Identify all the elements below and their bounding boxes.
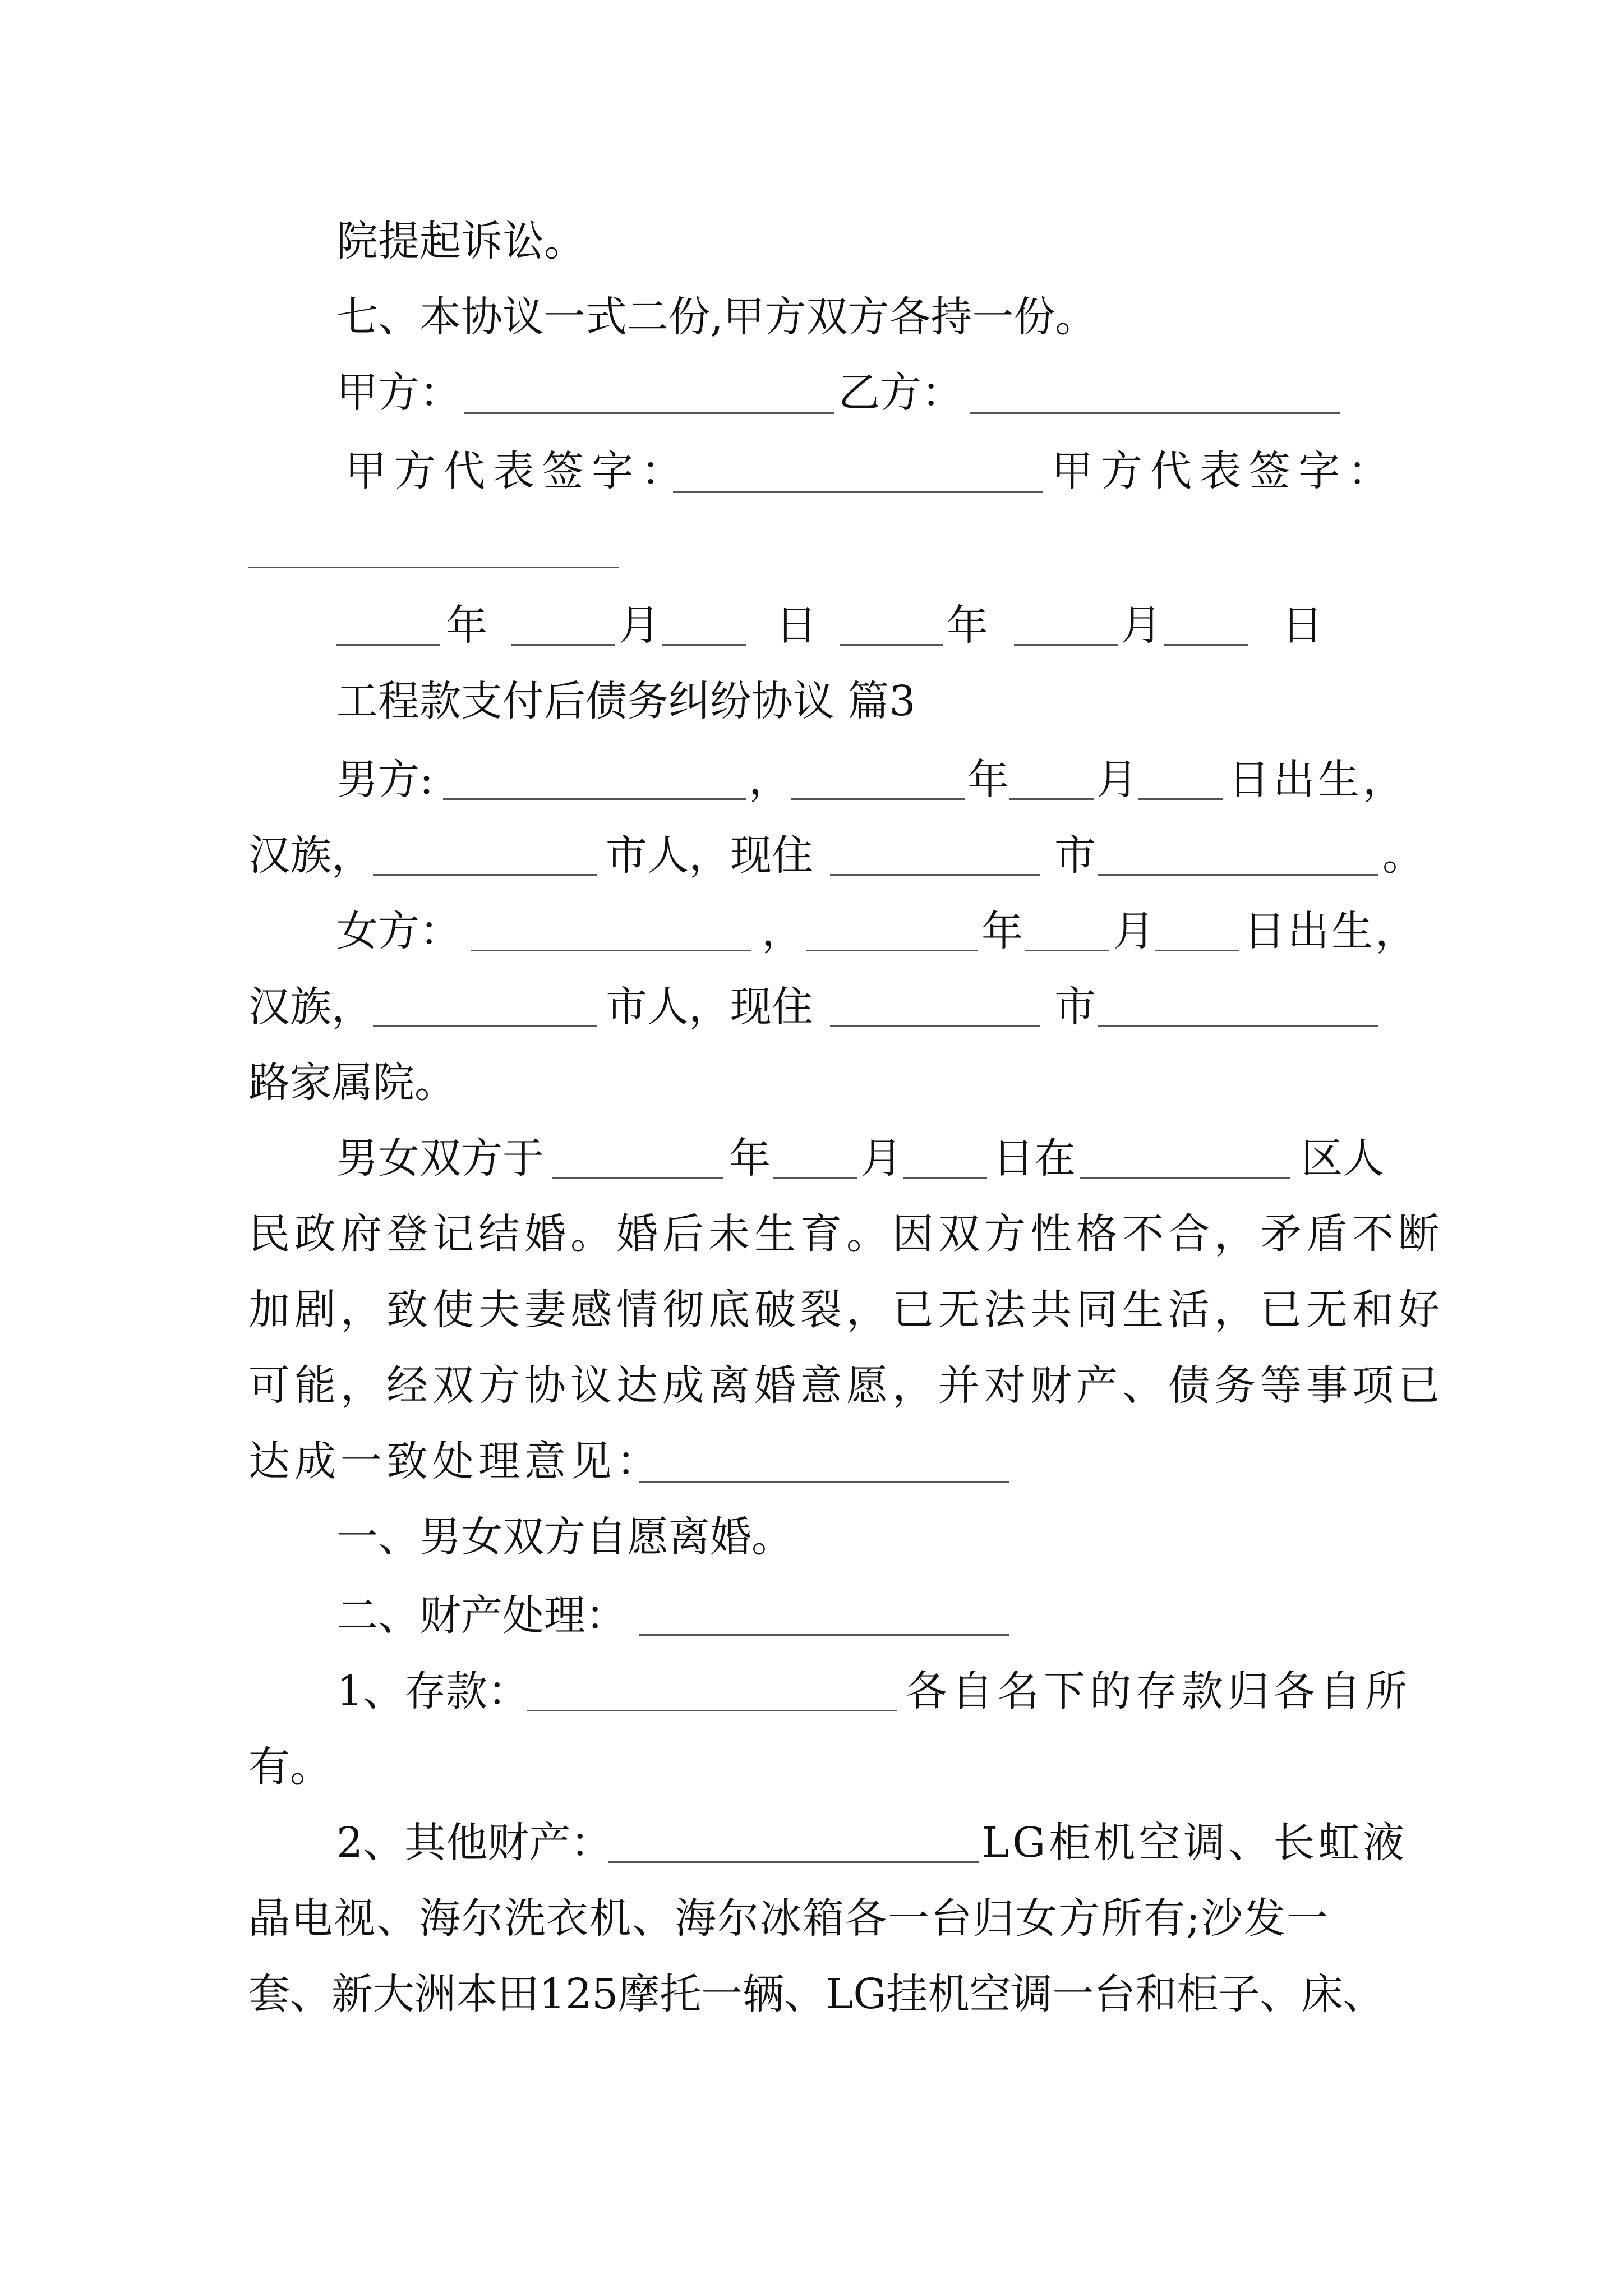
- text-fragment: 月: [861, 1134, 902, 1182]
- female-residence-city-blank[interactable]: [830, 1025, 1040, 1027]
- text-fragment: 月: [1113, 907, 1155, 955]
- text-fragment: 2、其他财产：: [336, 1819, 612, 1867]
- text-fragment: 。: [1382, 831, 1424, 880]
- deposit-blank[interactable]: [527, 1710, 897, 1711]
- date-month-b: 月: [1121, 601, 1162, 650]
- text-fragment: 年: [729, 1134, 771, 1182]
- text-fragment: 日出生，: [1228, 756, 1408, 804]
- text-line: 路家属院。: [248, 1059, 456, 1107]
- date-day-b: 日: [1281, 601, 1323, 650]
- text-line: 晶电视、海尔洗衣机、海尔冰箱各一台归女方所有;沙发一: [248, 1894, 1329, 1943]
- text-fragment: ，: [762, 907, 803, 955]
- text-fragment: 汉族，: [248, 983, 373, 1031]
- marriage-month-blank[interactable]: [773, 1177, 857, 1179]
- female-city-blank[interactable]: [373, 1025, 597, 1027]
- other-property-blank[interactable]: [608, 1861, 979, 1863]
- male-day-blank[interactable]: [1138, 798, 1223, 800]
- date-blank-day-b[interactable]: [1164, 644, 1248, 646]
- party-b-label: 乙方：: [838, 369, 963, 417]
- male-name-blank[interactable]: [443, 798, 746, 800]
- date-month-a: 月: [619, 601, 660, 650]
- date-year-b: 年: [947, 601, 988, 650]
- text-line: 有。: [248, 1743, 331, 1791]
- text-fragment: 市人，现住: [606, 831, 813, 880]
- text-fragment: 年: [967, 756, 1009, 804]
- male-city-blank[interactable]: [373, 874, 597, 876]
- female-month-blank[interactable]: [1025, 950, 1109, 951]
- rep-sign-label-b: 甲方代表签字：: [1052, 447, 1397, 495]
- text-line: 一、男女双方自愿离婚。: [336, 1513, 793, 1561]
- party-a-label: 甲方：: [336, 369, 461, 417]
- text-fragment: 市: [1054, 831, 1096, 880]
- male-year-blank[interactable]: [791, 798, 965, 800]
- text-fragment: 达成一致处理意见：: [248, 1437, 662, 1485]
- female-label: 女方：: [336, 907, 461, 955]
- date-blank-month-b[interactable]: [1014, 644, 1118, 646]
- text-line: 可能，经双方协议达成离婚意愿，并对财产、债务等事项已: [248, 1361, 1444, 1410]
- marriage-district-blank[interactable]: [1080, 1177, 1290, 1179]
- text-line: 民政府登记结婚。婚后未生育。因双方性格不合，矛盾不断: [248, 1210, 1444, 1258]
- text-fragment: 汉族，: [248, 831, 373, 880]
- date-year-a: 年: [446, 601, 487, 650]
- party-b-blank[interactable]: [970, 412, 1340, 414]
- text-fragment: 市: [1054, 983, 1096, 1031]
- text-fragment: 1、存款：: [336, 1667, 529, 1715]
- female-address-blank[interactable]: [1098, 1025, 1378, 1027]
- text-line: 套、新大洲本田125摩托一辆、LG挂机空调一台和柜子、床、: [248, 1970, 1385, 2018]
- date-blank-year-b[interactable]: [840, 644, 943, 646]
- marriage-year-blank[interactable]: [552, 1177, 723, 1179]
- text-line: 七、本协议一式二份,甲方双方各持一份。: [336, 293, 1097, 341]
- text-fragment: 区人: [1301, 1134, 1384, 1182]
- date-blank-year-a[interactable]: [336, 644, 440, 646]
- rep-sign-label-a: 甲方代表签字：: [345, 447, 690, 495]
- female-day-blank[interactable]: [1155, 950, 1239, 951]
- text-fragment: 年: [981, 907, 1023, 955]
- text-line: 加剧，致使夫妻感情彻底破裂，已无法共同生活，已无和好: [248, 1286, 1444, 1334]
- male-residence-city-blank[interactable]: [830, 874, 1040, 876]
- party-a-blank[interactable]: [464, 412, 834, 414]
- text-fragment: 月: [1096, 756, 1138, 804]
- text-fragment: 二、财产处理：: [336, 1591, 627, 1640]
- male-label: 男方:: [336, 756, 434, 804]
- text-fragment: LG柜机空调、长虹液: [981, 1819, 1408, 1867]
- text-fragment: ，: [749, 756, 790, 804]
- date-day-a: 日: [776, 601, 817, 650]
- text-fragment: 市人，现住: [606, 983, 813, 1031]
- date-blank-month-a[interactable]: [511, 644, 615, 646]
- text-line: 院提起诉讼。: [336, 217, 585, 265]
- text-fragment: 男女双方于: [336, 1134, 544, 1182]
- property-blank[interactable]: [639, 1634, 1009, 1636]
- text-fragment: 日出生，: [1244, 907, 1419, 955]
- text-fragment: 日在: [993, 1134, 1076, 1182]
- date-blank-day-a[interactable]: [662, 644, 746, 646]
- section-title: 工程款支付后债务纠纷协议 篇3: [336, 677, 916, 725]
- rep-sign-blank-b[interactable]: [248, 567, 619, 568]
- male-month-blank[interactable]: [1009, 798, 1094, 800]
- agreement-blank[interactable]: [639, 1481, 1009, 1483]
- male-address-blank[interactable]: [1098, 874, 1378, 876]
- text-fragment: 各自名下的存款归各自所: [906, 1667, 1412, 1715]
- female-year-blank[interactable]: [806, 950, 978, 951]
- rep-sign-blank-a[interactable]: [673, 491, 1043, 493]
- female-name-blank[interactable]: [471, 950, 751, 951]
- marriage-day-blank[interactable]: [903, 1177, 987, 1179]
